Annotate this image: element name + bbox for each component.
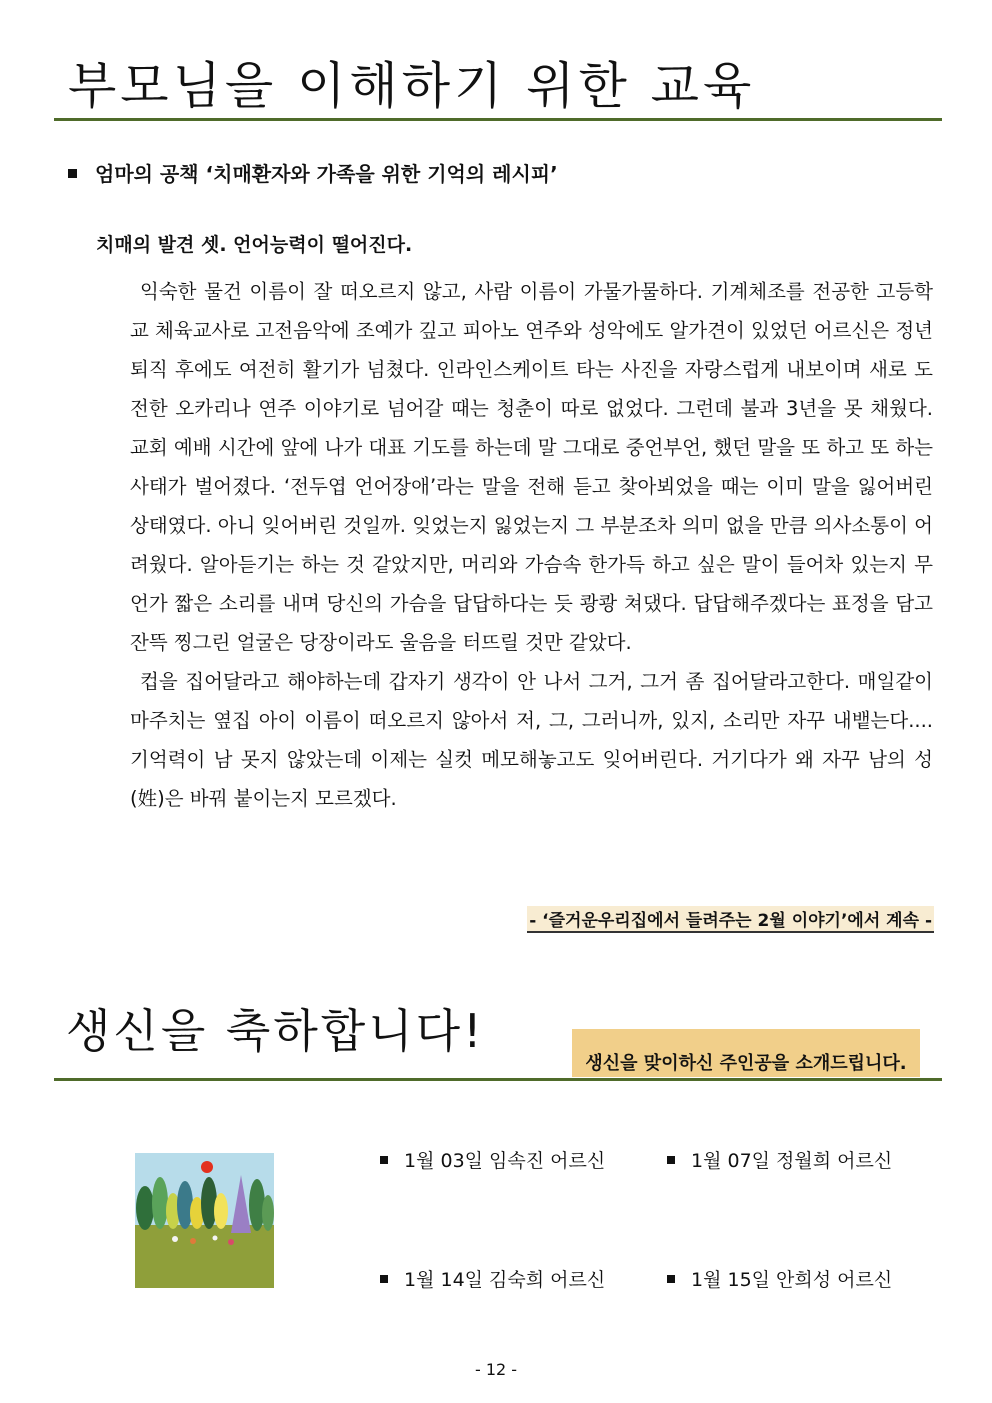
square-bullet-icon xyxy=(68,169,77,178)
page-title: 부모님을 이해하기 위한 교육 xyxy=(68,57,756,115)
square-bullet-icon xyxy=(667,1275,675,1283)
birthday-title: 생신을 축하합니다! xyxy=(66,1004,485,1058)
birthday-entry-text: 1월 07일 정월희 어르신 xyxy=(691,1150,893,1172)
square-bullet-icon xyxy=(667,1156,675,1164)
page-number: - 12 - xyxy=(474,1360,518,1379)
birthday-entry-text: 1월 03일 임속진 어르신 xyxy=(404,1150,606,1172)
paragraph: 익숙한 물건 이름이 잘 떠오르지 않고, 사람 이름이 가물가물하다. 기계체조를 전공한 고등학교 체육교사로 고전음악에 조예가 깊고 피아노 연주와 성악에도 알가견이 있었던 어르신은 정년 퇴직 후에도 여전히 활기가 넘쳤다. 인라인스케이트 타는 사진을 자랑스럽게 내보이며 새로 도전한 오카리나 연주 이야기로 넘어갈 때는 청춘이 따로 없었다. 그런데 불과 3년을 못 채웠다. 교회 예배 시간에 앞에 나가 대표 기도를 하는데 말 그대로 중언부언, 했던 말을 또 하고 또 하는 사태가 벌어졌다. ‘전두엽 언어장애’라는 말을 전해 듣고 찾아뵈었을 때는 이미 말을 잃어버린 상태였다. 아니 잊어버린 것일까. 잊었는지 잃었는지 그 부분조차 의미 없을 만큼 의사소통이 어려웠다. 알아듣기는 하는 것 같았지만, 머리와 가슴속 한가득 하고 싶은 말이 들어차 있는지 무언가 짧은 소리를 내며 당신의 가슴을 답답하다는 듯 쾅쾅 쳐댔다. 답답해주겠다는 표정을 담고 잔뜩 찡그린 얼굴은 당장이라도 울음을 터뜨릴 것만 같았다. xyxy=(130,280,933,654)
section-heading xyxy=(68,158,558,187)
birthday-entry xyxy=(380,1146,605,1173)
birthday-divider xyxy=(54,1078,942,1081)
birthday-entry xyxy=(667,1146,892,1173)
title-divider xyxy=(54,118,942,121)
source-note: - ‘즐거운우리집에서 들려주는 2월 이야기’에서 계속 - xyxy=(527,906,934,933)
subheading: 치매의 발견 셋. 언어능력이 떨어진다. xyxy=(96,234,413,256)
birthday-entry-text: 1월 15일 안희성 어르신 xyxy=(691,1269,893,1291)
paragraph: 컵을 집어달라고 해야하는데 갑자기 생각이 안 나서 그거, 그거 좀 집어달라고한다. 매일같이 마주치는 옆집 아이 이름이 떠오르지 않아서 저, 그, 그러니까, 있지, 소리만 자꾸 내뱉는다.... 기억력이 남 못지 않았는데 이제는 실컷 메모해놓고도 잊어버린다. 거기다가 왜 자꾸 남의 성(姓)은 바꿔 붙이는지 모르겠다. xyxy=(130,670,933,810)
article-body xyxy=(130,272,933,818)
square-bullet-icon xyxy=(380,1275,388,1283)
birthday-entry-text: 1월 14일 김숙희 어르신 xyxy=(404,1269,606,1291)
birthday-banner xyxy=(572,1029,920,1077)
square-bullet-icon xyxy=(380,1156,388,1164)
forest-illustration xyxy=(135,1153,274,1288)
birthday-entry xyxy=(380,1265,605,1292)
birthday-entry xyxy=(667,1265,892,1292)
birthday-banner-text: 생신을 맞이하신 주인공을 소개드립니다. xyxy=(585,1053,907,1074)
section-heading-text: 엄마의 공책 ‘치매환자와 가족을 위한 기억의 레시피’ xyxy=(95,162,558,186)
